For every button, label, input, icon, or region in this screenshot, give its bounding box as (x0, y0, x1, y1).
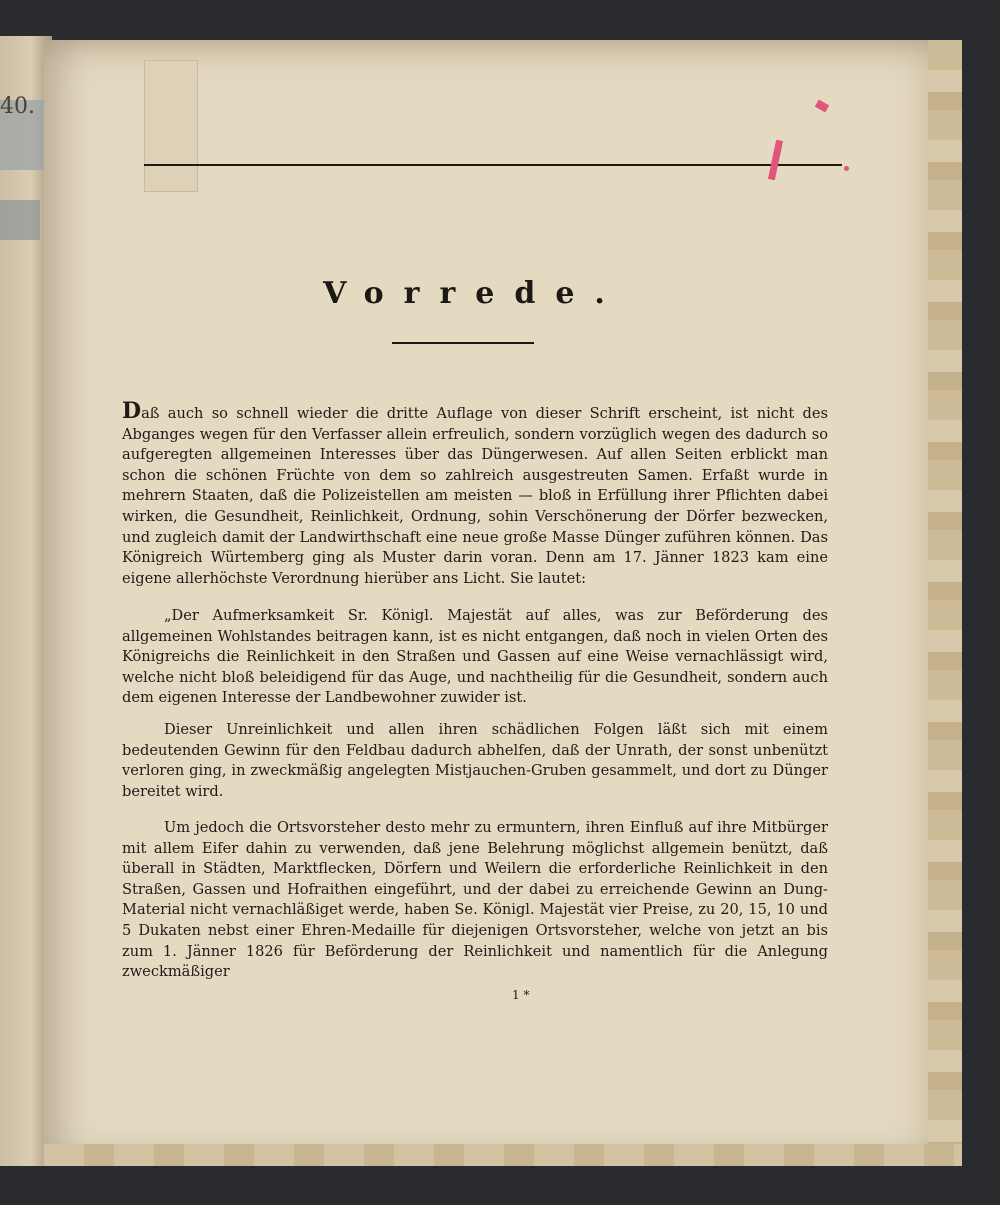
ink-mark (815, 100, 829, 113)
ink-mark (844, 166, 849, 171)
ink-mark (768, 140, 783, 181)
paragraph-3: Dieser Unreinlichkeit und allen ihren schädlichen Folgen läßt sich mit einem bedeutenden Gewinn für den Feldbau dadurch abhelfen, daß der Unrath, der sonst unbenützt verloren ging, in zweckmäßig angelegten Mistjauchen-Gruben gesammelt, und dort zu Dünger bereitet wird. (122, 721, 828, 800)
paragraph-4: Um jedoch die Ortsvorsteher desto mehr zu ermuntern, ihren Einfluß auf ihre Mitbürger mit allem Eifer dahin zu verwenden, daß jene Belehrung möglichst allgemein benützt, daß überall in Städten, Marktflecken, Dörfern und Weilern die erforderliche Reinlichkeit in den Straßen, Gassen und Hofraithen eingeführt, und der dabei zu erreichende Gewinn an Dung-Material nicht vernachläßiget werde, haben Se. Königl. Majestät vier Preise, zu 20, 15, 10 und 5 Dukaten nebst einer Ehren-Medaille für diejenigen Ortsvorsteher, welche von jetzt an bis zum 1. Jänner 1826 für Beförderung der Reinlichkeit und namentlich für die Anlegung zweckmäßiger (122, 819, 828, 981)
signature-mark: 1 * (512, 988, 530, 1002)
left-page-tape-2 (0, 200, 40, 240)
page-title: Vorrede. (323, 276, 625, 311)
paragraph-1: Daß auch so schnell wieder die dritte Auflage von dieser Schrift erscheint, ist nicht des Abganges wegen für den Verfasser allein erfreulich, sondern vorzüglich wegen des dadurch so aufgeregten allgemeinen Interesses über das Düngerwesen. Auf allen Seiten erblickt man schon die schönen Früchte von dem so zahlreich ausgestreuten Samen. Erfaßt wurde in mehrern Staaten, daß die Polizeistellen am meisten — bloß in Erfüllung ihrer Pflichten dabei wirken, die Gesundheit, Reinlichkeit, Ordnung, sohin Verschönerung der Dörfer bezwecken, und zugleich damit der Landwirthschaft eine neue große Masse Dünger zuführen können. Das Königreich Würtemberg ging als Muster darin voran. Denn am 17. Jänner 1823 kam eine eigene allerhöchste Verordnung hierüber ans Licht. Sie lautet: (122, 398, 828, 587)
torn-edge-right (928, 40, 962, 1166)
paragraph-2: „Der Aufmerksamkeit Sr. Königl. Majestät auf alles, was zur Beförderung des allgemeinen Wohlstandes beitragen kann, ist es nicht entgangen, daß noch in vielen Orten des Königreichs die Reinlichkeit in den Straßen und Gassen auf eine Weise vernachlässigt wird, welche nicht bloß beleidigend für das Auge, und nachtheilig für die Gesundheit, sondern auch dem eigenen Interesse der Landbewohner zuwider ist. (122, 607, 828, 707)
book-page (44, 40, 962, 1166)
header-rule (144, 164, 842, 166)
paper-patch (144, 60, 198, 192)
margin-note: 40. (0, 94, 35, 119)
title-rule (392, 342, 534, 344)
torn-edge-bottom (44, 1144, 962, 1166)
